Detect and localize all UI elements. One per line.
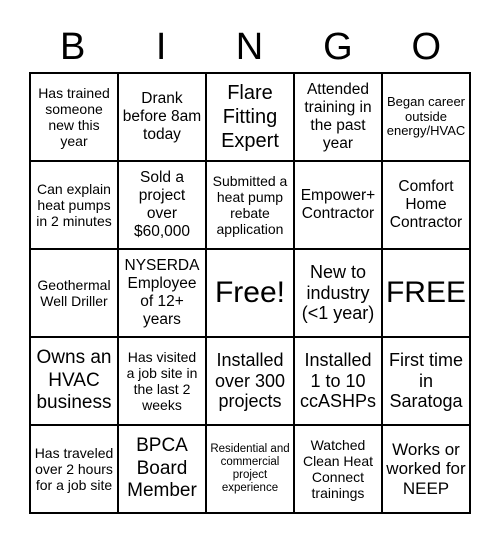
header-letter-g: G	[323, 25, 354, 68]
bingo-cell[interactable]: Drank before 8am today	[118, 73, 206, 161]
bingo-cell[interactable]: Has trained someone new this year	[30, 73, 118, 161]
bingo-cell[interactable]: Comfort Home Contractor	[382, 161, 470, 249]
bingo-cell[interactable]: NYSERDA Employee of 12+ years	[118, 249, 206, 337]
bingo-cell[interactable]: Works or worked for NEEP	[382, 425, 470, 513]
bingo-cell[interactable]: Residential and commercial project experience	[206, 425, 294, 513]
bingo-cell[interactable]: Owns an HVAC business	[30, 337, 118, 425]
header-letter-n: N	[235, 25, 265, 68]
bingo-header	[29, 22, 471, 72]
bingo-cell[interactable]: Empower+ Contractor	[294, 161, 382, 249]
free-space[interactable]: FREE	[382, 249, 470, 337]
bingo-cell[interactable]: Has visited a job site in the last 2 weeks	[118, 337, 206, 425]
bingo-board	[29, 72, 471, 514]
header-letter-o: O	[411, 25, 443, 68]
bingo-cell[interactable]: Geothermal Well Driller	[30, 249, 118, 337]
bingo-cell[interactable]: Installed over 300 projects	[206, 337, 294, 425]
bingo-cell[interactable]: Submitted a heat pump rebate application	[206, 161, 294, 249]
header-letter-i: I	[155, 25, 168, 68]
bingo-cell[interactable]: First time in Saratoga	[382, 337, 470, 425]
bingo-cell[interactable]: BPCA Board Member	[118, 425, 206, 513]
bingo-cell[interactable]: Attended training in the past year	[294, 73, 382, 161]
bingo-cell[interactable]: Flare Fitting Expert	[206, 73, 294, 161]
bingo-cell[interactable]: Began career outside energy/HVAC	[382, 73, 470, 161]
bingo-cell[interactable]: Sold a project over $60,000	[118, 161, 206, 249]
bingo-cell[interactable]: New to industry (<1 year)	[294, 249, 382, 337]
header-letter-b: B	[60, 25, 87, 68]
bingo-cell[interactable]: Has traveled over 2 hours for a job site	[30, 425, 118, 513]
bingo-cell[interactable]: Watched Clean Heat Connect trainings	[294, 425, 382, 513]
bingo-cell[interactable]: Installed 1 to 10 ccASHPs	[294, 337, 382, 425]
bingo-cell[interactable]: Can explain heat pumps in 2 minutes	[30, 161, 118, 249]
free-space[interactable]: Free!	[206, 249, 294, 337]
